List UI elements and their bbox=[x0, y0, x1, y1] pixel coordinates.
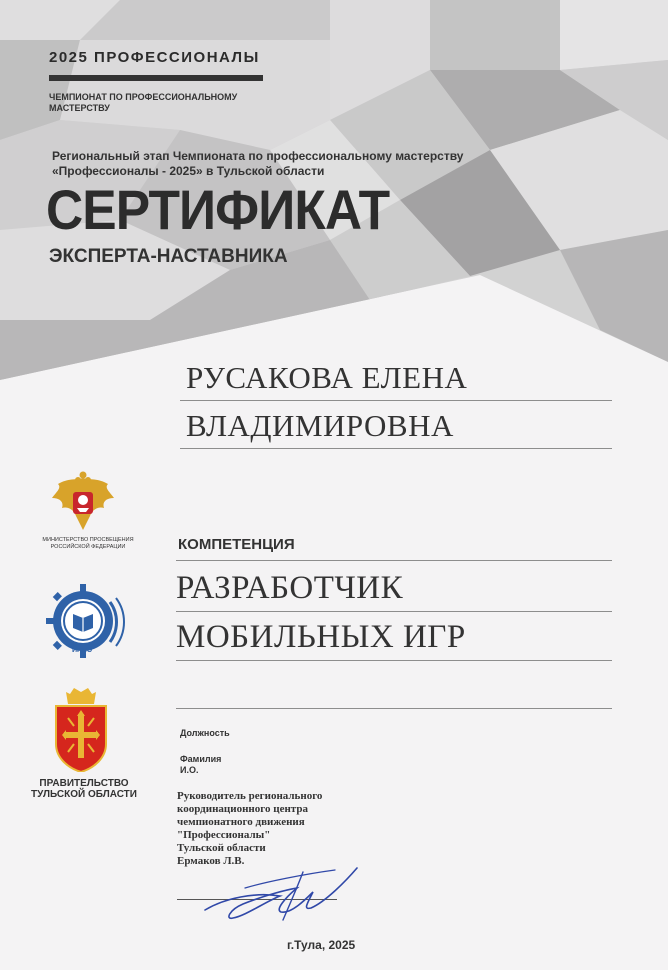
regional-stage-text: Региональный этап Чемпионата по профессиональному мастерству «Профессионалы - 2025» в Тульской области bbox=[52, 149, 464, 178]
brand-underline bbox=[49, 75, 263, 81]
ministry-caption: МИНИСТЕРСТВО ПРОСВЕЩЕНИЯ РОССИЙСКОЙ ФЕДЕРАЦИИ bbox=[42, 537, 134, 550]
fio-label: Фамилия И.О. bbox=[180, 754, 222, 775]
competence-label-underline bbox=[176, 560, 612, 561]
tula-coat-of-arms-icon bbox=[50, 688, 112, 772]
handwritten-signature bbox=[185, 858, 385, 928]
name-underline-1 bbox=[180, 400, 612, 401]
competence-value-line-2: МОБИЛЬНЫХ ИГР bbox=[176, 619, 466, 655]
competence-label: КОМПЕТЕНЦИЯ bbox=[178, 536, 295, 553]
signatory-block: Руководитель регионального координационного центра чемпионатного движения "Профессионалы" Тульской области Ермаков Л.В. bbox=[177, 790, 323, 867]
irpo-caption: ИРПО bbox=[72, 647, 93, 654]
certificate-title: СЕРТИФИКАТ bbox=[46, 178, 390, 241]
name-underline-2 bbox=[180, 448, 612, 449]
certificate-subtitle: ЭКСПЕРТА-НАСТАВНИКА bbox=[49, 246, 288, 267]
brand-title: 2025 ПРОФЕССИОНАЛЫ bbox=[49, 49, 260, 66]
competence-underline-2 bbox=[176, 660, 612, 661]
position-label: Должность bbox=[180, 728, 230, 738]
championship-caption: ЧЕМПИОНАТ ПО ПРОФЕССИОНАЛЬНОМУ МАСТЕРСТВУ bbox=[49, 92, 238, 113]
tula-government-caption: ПРАВИТЕЛЬСТВО ТУЛЬСКОЙ ОБЛАСТИ bbox=[31, 778, 137, 800]
blank-underline bbox=[176, 708, 612, 709]
city-year: г.Тула, 2025 bbox=[287, 938, 356, 952]
recipient-name-line-1: РУСАКОВА ЕЛЕНА bbox=[186, 360, 468, 395]
competence-underline-1 bbox=[176, 611, 612, 612]
recipient-name-line-2: ВЛАДИМИРОВНА bbox=[186, 408, 454, 443]
ministry-eagle-emblem-icon bbox=[48, 470, 118, 534]
competence-value-line-1: РАЗРАБОТЧИК bbox=[176, 570, 404, 606]
